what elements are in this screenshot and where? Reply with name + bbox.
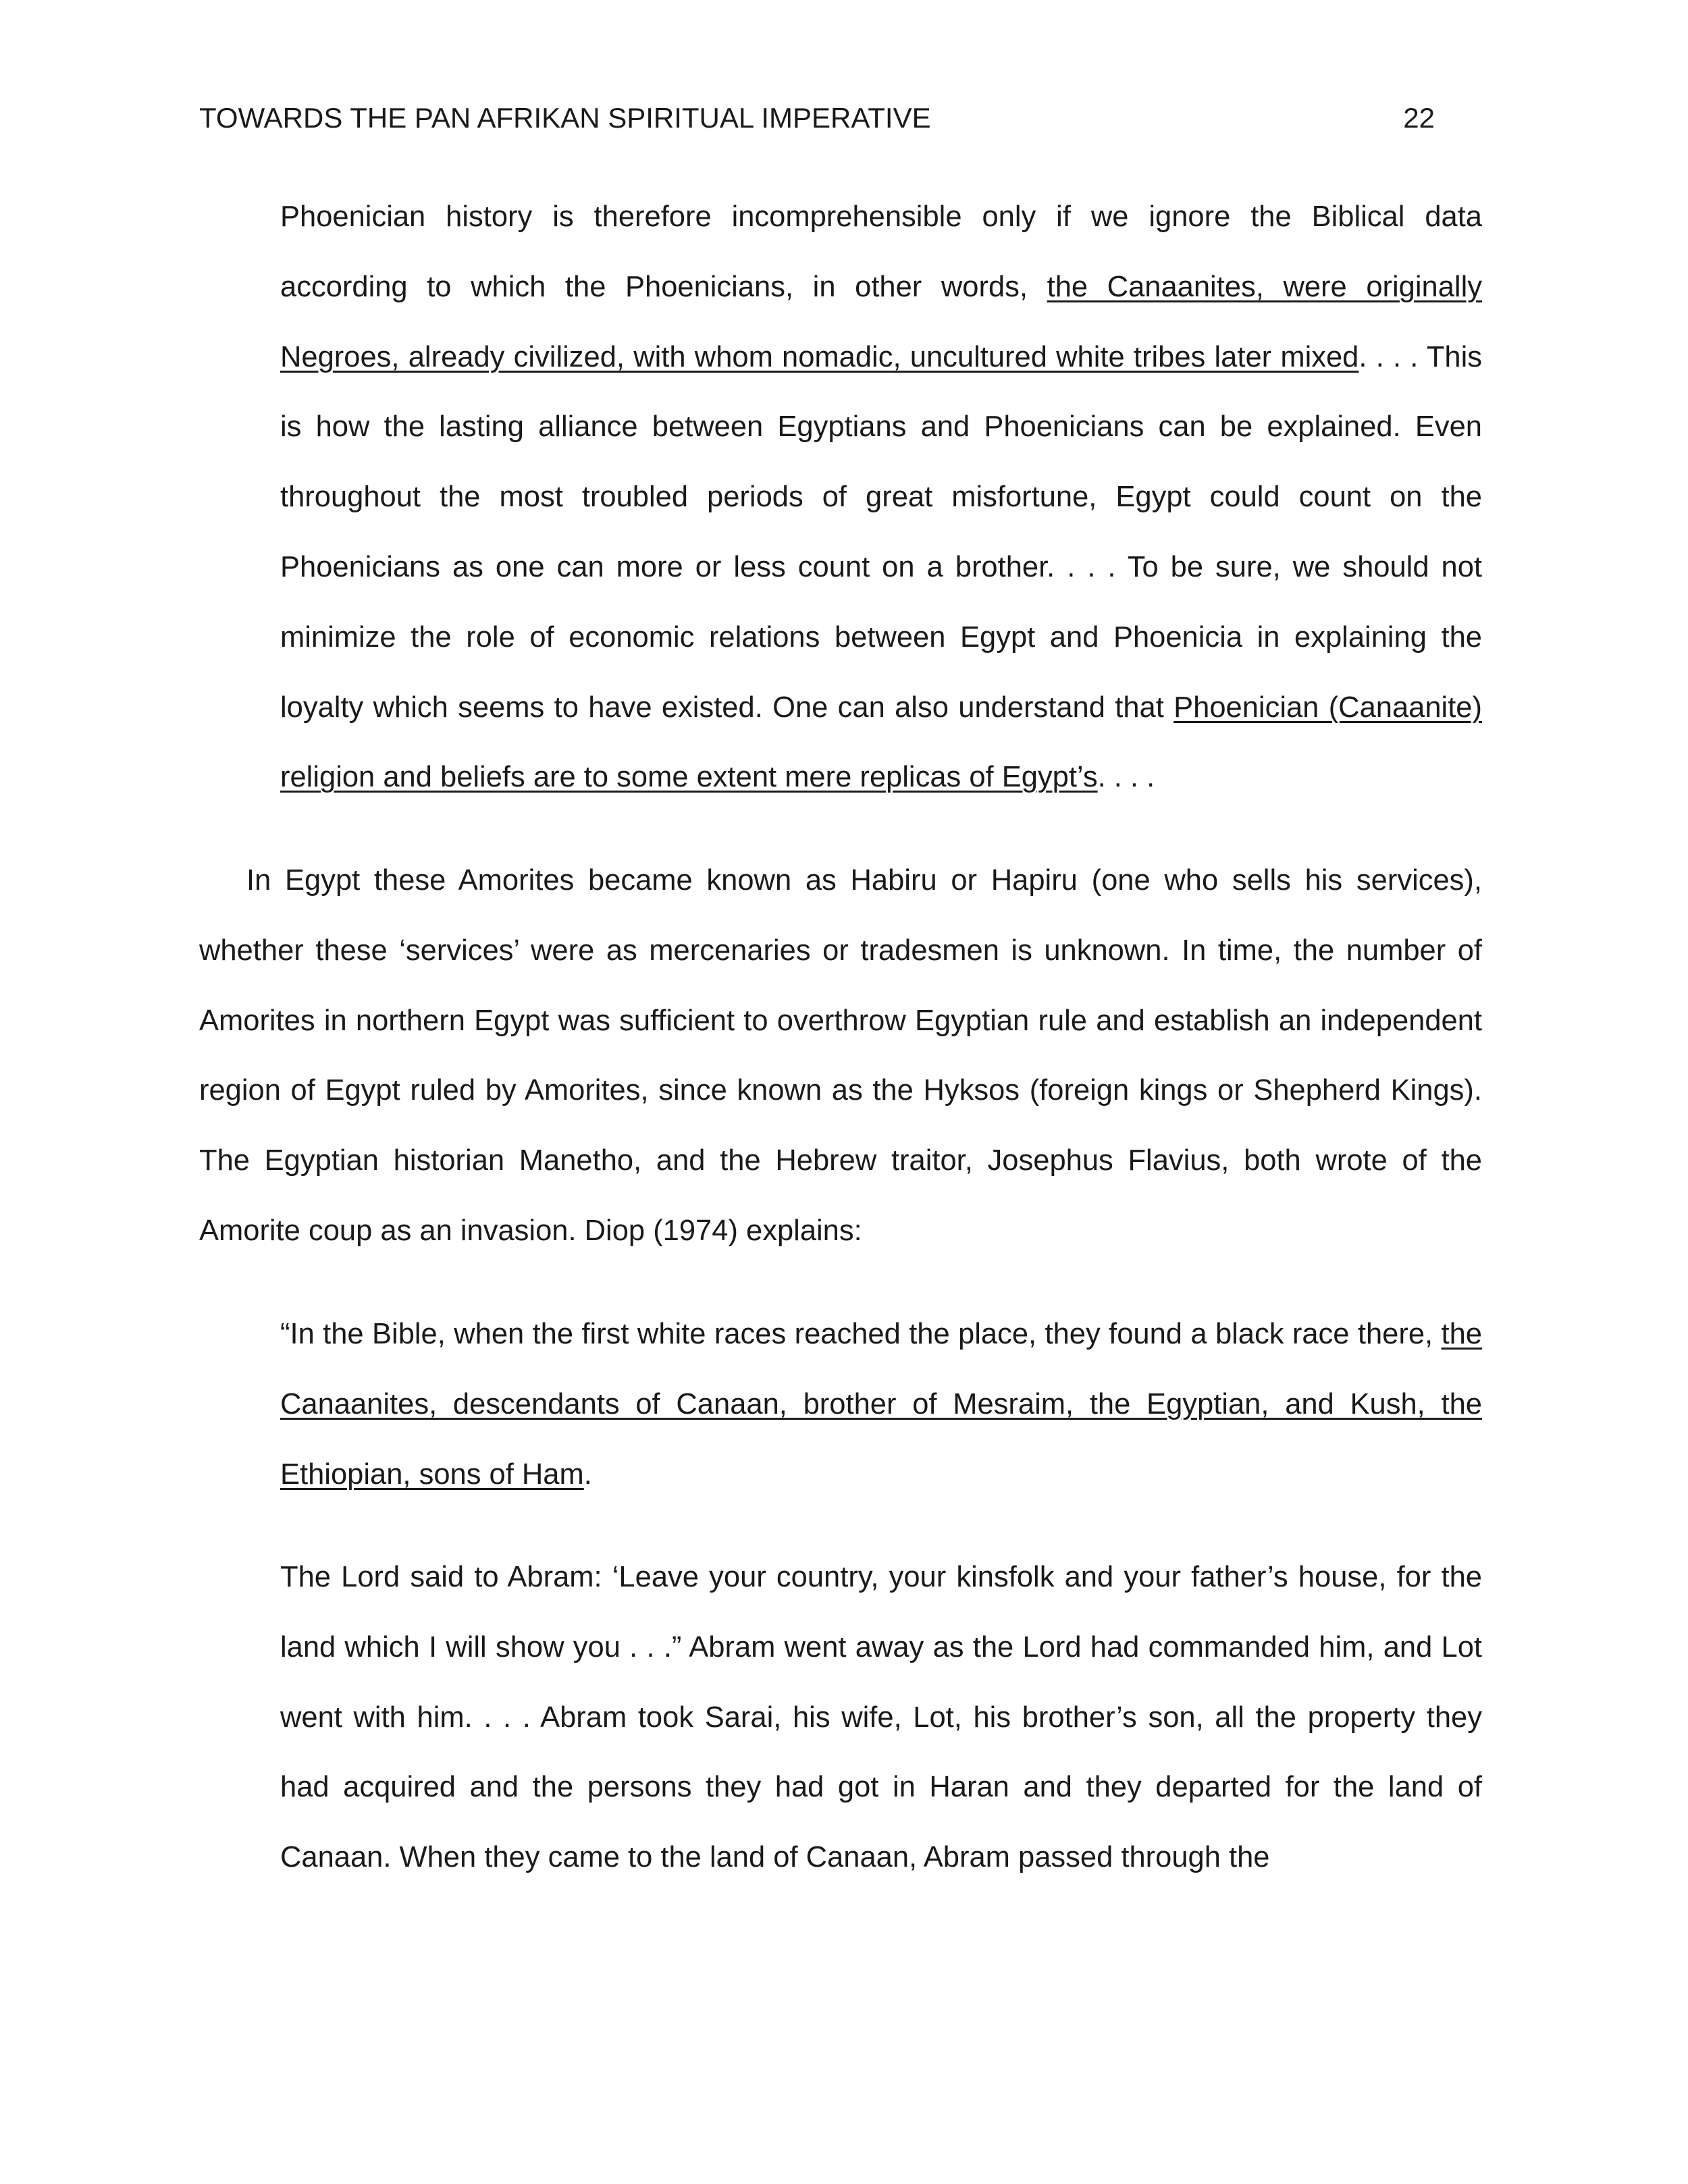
block-quote-abram: The Lord said to Abram: ‘Leave your country, your kinsfolk and your father’s house, for the land which I will show you . . .” Abram went away as the Lord had commanded him, and Lot went with him. . . . Abram took Sarai, his wife, Lot, his brother’s son, all the property they had acquired and the persons they had got in Haran and they departed for the land of Canaan. When they came to the land of Canaan, Abram passed through the [280,1561,1482,1874]
page-header [199,98,1489,138]
running-title: TOWARDS THE PAN AFRIKAN SPIRITUAL IMPERATIVE [199,102,931,134]
underlined-text: the Canaanites, descendants of Canaan, brother of Mesraim, the Egyptian, and Kush, the Ethiopian, sons of Ham [280,1318,1482,1491]
quote-text: “In the Bible, when the first white races reached the place, they found a black race there, [280,1318,1442,1350]
block-quote-phoenician-history [280,182,1482,813]
page-number: 22 [1403,102,1435,134]
underlined-text: the Canaanites, were originally Negroes, already civilized, with whom nomadic, uncultured white tribes later mixed [280,270,1482,373]
quote-text: . . . . [1097,761,1155,794]
quote-text: . . . . This is how the lasting alliance between Egyptians and Phoenicians can be explained. Even throughout the most troubled periods of great misfortune, Egypt could count on the Phoenicians as one can more or less count on a brother. . . . To be sure, we should not minimize the role of economic relations between Egypt and Phoenicia in explaining the loyalty which seems to have existed. One can also understand that [280,340,1483,724]
body-paragraph-amorites: In Egypt these Amorites became known as Habiru or Hapiru (one who sells his services), whether these ‘services’ were as mercenaries or tradesmen is unknown. In time, the number of Amorites in northern Egypt was sufficient to overthrow Egyptian rule and establish an independent region of Egypt ruled by Amorites, since known as the Hyksos (foreign kings or Shepherd Kings). The Egyptian historian Manetho, and the Hebrew traitor, Josephus Flavius, both wrote of the Amorite coup as an invasion. Diop (1974) explains: [199,864,1482,1247]
quote-text: Phoenician history is therefore incomprehensible only if we ignore the Biblical data according to which the Phoenicians, in other words, [280,201,1482,303]
block-quote-bible-canaanites [280,1300,1482,1510]
quote-text: . [583,1458,592,1491]
underlined-text: Phoenician (Canaanite) religion and beliefs are to some extent mere replicas of Egypt’s [280,691,1482,794]
